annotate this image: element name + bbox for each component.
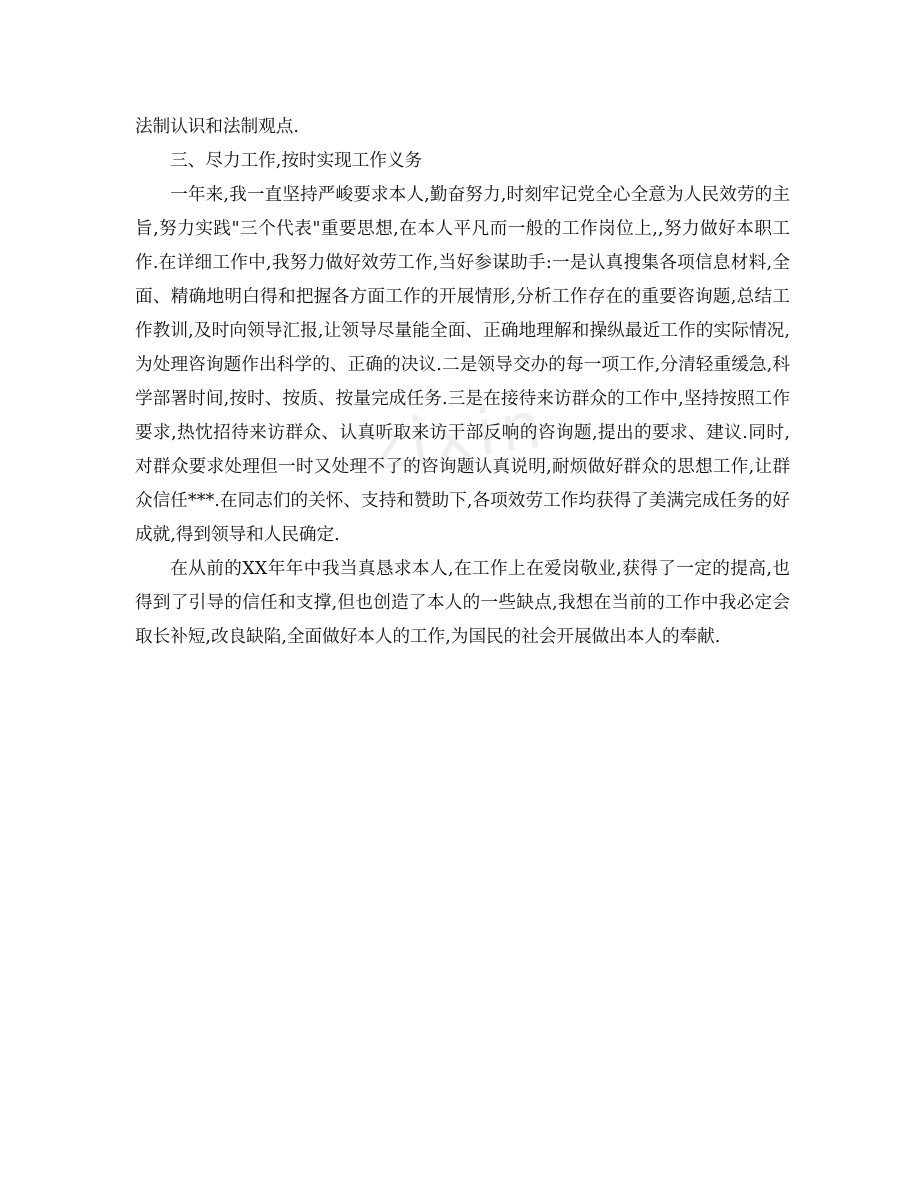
watermark-text: zixin — [365, 388, 552, 486]
section-heading: 三、尽力工作,按时实现工作义务 — [170, 151, 423, 171]
paragraph-work-summary: 一年来,我一直坚持严峻要求本人,勤奋努力,时刻牢记党全心全意为人民效劳的主旨,努力实践"三个代表"重要思想,在本人平凡而一般的工作岗位上,,努力做好本职工作.在详细工作中,我努力做好效劳工作,当好参谋助手:一是认真搜集各项信息材料,全面、精确地明白得和把握各方面工作的开展情形,分析工作存在的重要咨询题,总结工作教训,及时向领导汇报,让领导尽量能全面、正确地理解和操纵最近工作的实际情况,为处理咨询题作出科学的、正确的决议.二是领导交办的每一项工作,分清轻重缓急,科学部署时间,按时、按质、按量完成任务.三是在接待来访群众的工作中,坚持按照工作要求,热忱招待来访群众、认真听取来访干部反响的咨询题,提出的要求、建议.同时,对群众要求处理但一时又处理不了的咨询题认真说明,耐烦做好群众的思想工作,让群众信任***.在同志们的关怀、支持和赞助下,各项效劳工作均获得了美满完成任务的好成就,得到领导和人民确定. — [135, 185, 790, 545]
paragraph-conclusion: 在从前的XX年年中我当真恳求本人,在工作上在爱岗敬业,获得了一定的提高,也得到了引导的信任和支撑,但也创造了本人的一些缺点,我想在当前的工作中我必定会取长补短,改良缺陷,全面做好本人的工作,为国民的社会开展做出本人的奉献. — [135, 559, 790, 647]
paragraph-continuation: 法制认识和法制观点. — [135, 117, 299, 137]
document-body — [135, 110, 790, 654]
